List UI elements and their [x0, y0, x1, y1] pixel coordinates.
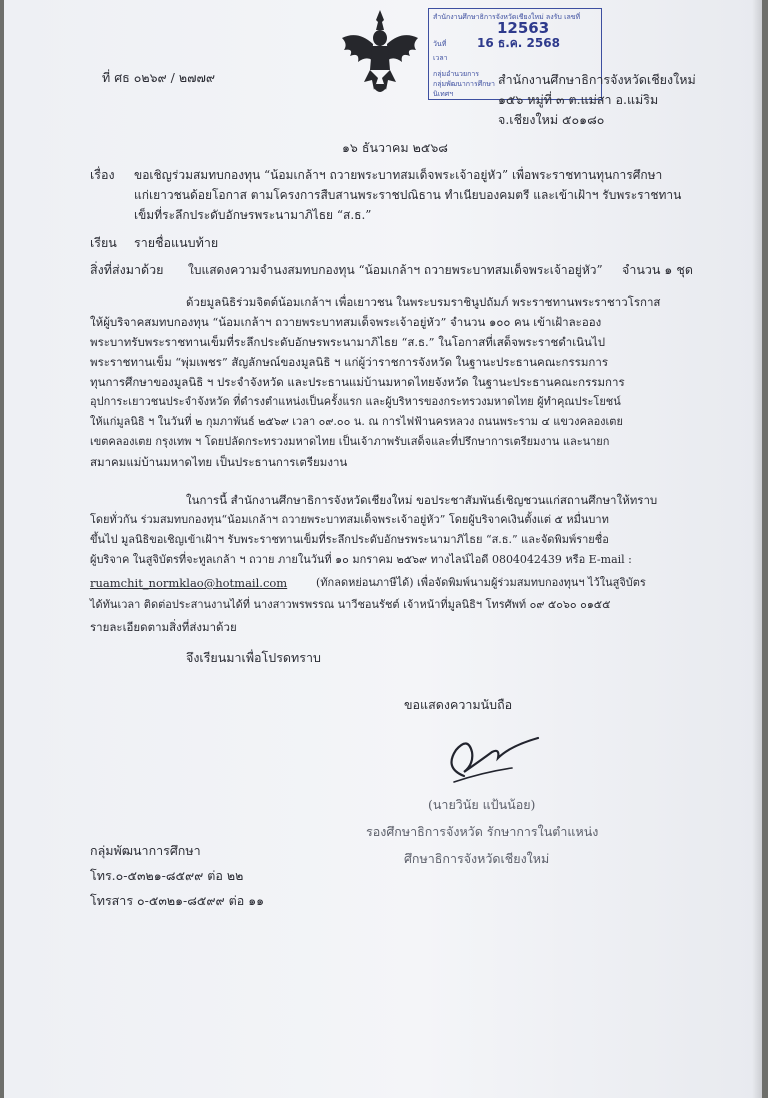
enclosure-quantity: จำนวน ๑ ชุด — [622, 262, 693, 277]
department: กลุ่มพัฒนาการศึกษา — [90, 843, 201, 858]
para2-line: ได้ทันเวลา ติดต่อประสานงานได้ที่ นางสาวพรพรรณ นาวีชอนรัชต์ เจ้าหน้าที่มูลนิธิฯ โทรศัพท์ ๐๙ ๕๐๖๐ ๐๑๕๕ — [90, 598, 611, 611]
para1-line: ด้วยมูลนิธิร่วมจิตต์น้อมเกล้าฯ เพื่อเยาวชน ในพระบรมราชินูปถัมภ์ พระราชทานพระราชาวโรกาส — [186, 295, 661, 309]
signature-image — [434, 728, 554, 788]
telephone: โทร.๐-๕๓๒๑-๘๕๙๙ ต่อ ๒๒ — [90, 868, 244, 883]
enclosure-label: สิ่งที่ส่งมาด้วย — [90, 262, 164, 277]
fax: โทรสาร ๐-๕๓๒๑-๘๕๙๙ ต่อ ๑๑ — [90, 893, 265, 908]
para1-line: เขตคลองเตย กรุงเทพ ฯ โดยปลัดกระทรวงมหาดไทย เป็นเจ้าภาพรับเสด็จและที่ปรึกษาการเตรียมงาน และนายก — [90, 435, 610, 448]
para2-line: ในการนี้ สำนักงานศึกษาธิการจังหวัดเชียงใหม่ ขอประชาสัมพันธ์เชิญชวนแก่สถานศึกษาให้ทราบ — [186, 493, 658, 507]
para2-line: ขึ้นไป มูลนิธิขอเชิญเข้าเฝ้าฯ รับพระราชทานเข็มที่ระลึกประดับอักษรพระนามาภิไธย “ส.ธ.” และจัดพิมพ์รายชื่อ — [90, 533, 609, 546]
stamp-date: 16 ธ.ค. 2568 — [477, 36, 560, 50]
para1-line: ให้ผู้บริจาคสมทบกองทุน “น้อมเกล้าฯ ถวายพระบาทสมเด็จพระเจ้าอยู่หัว” จำนวน ๑๐๐ คน เข้าเฝ้าละออง — [90, 315, 602, 329]
to-text: รายชื่อแนบท้าย — [134, 235, 219, 250]
para1-line: อุปการะเยาวชนประจำจังหวัด ที่ดำรงตำแหน่งเป็นครั้งแรก และผู้บริหารของกระทรวงมหาดไทย ผู้ทำคุณประโยชน์ — [90, 395, 621, 408]
stamp-row2: กลุ่มพัฒนาการศึกษา — [433, 80, 495, 88]
to-label: เรียน — [90, 235, 117, 250]
signer-position-1: รองศึกษาธิการจังหวัด รักษาการในตำแหน่ง — [366, 824, 599, 839]
subject-label: เรื่อง — [90, 167, 115, 182]
stamp-row1: กลุ่มอำนวยการ — [433, 70, 480, 78]
para1-line: พระราชทานเข็ม “พุ่มเพชร” สัญลักษณ์ของมูลนิธิ ฯ แก่ผู้ว่าราชการจังหวัด ในฐานะประธานคณะกรรมการ — [90, 355, 609, 369]
para2-line: ผู้บริจาค ในสูจิบัตรที่จะทูลเกล้า ฯ ถวาย ภายในวันที่ ๑๐ มกราคม ๒๕๖๙ ทางไลน์ไอดี 0804042439 หรือ E-mail : — [90, 553, 632, 566]
para1-line: ให้แก่มูลนิธิ ฯ ในวันที่ ๒ กุมภาพันธ์ ๒๕๖๙ เวลา ๐๙.๐๐ น. ณ การไฟฟ้านครหลวง ถนนพระราม ๔ แขวงคลองเตย — [90, 415, 623, 428]
stamp-header: สำนักงานศึกษาธิการจังหวัดเชียงใหม่ ลงรับ เลขที่ — [433, 13, 581, 21]
regards: ขอแสดงความนับถือ — [404, 697, 513, 712]
para2-line: (ทักลดหย่อนภาษีได้) เพื่อจัดพิมพ์นามผู้ร่วมสมทบกองทุนฯ ไว้ในสูจิบัตร — [316, 576, 646, 589]
page-edge-shadow — [752, 0, 762, 1098]
para1-line: สมาคมแม่บ้านมหาดไทย เป็นประธานการเตรียมงาน — [90, 455, 348, 469]
enclosure-text: ใบแสดงความจำนงสมทบกองทุน “น้อมเกล้าฯ ถวายพระบาทสมเด็จพระเจ้าอยู่หัว” — [188, 263, 603, 277]
para2-line: โดยทั่วกัน ร่วมสมทบกองทุน“น้อมเกล้าฯ ถวายพระบาทสมเด็จพระเจ้าอยู่หัว” โดยผู้บริจาคเงินตั้งแต่ ๕ หมื่นบาท — [90, 513, 609, 526]
stamp-time-label: เวลา — [433, 54, 448, 62]
stamp-row3: นิเทศฯ — [433, 90, 454, 98]
stamp-number: 12563 — [497, 19, 550, 37]
para1-line: ทุนการศึกษาของมูลนิธิ ฯ ประจำจังหวัด และประธานแม่บ้านมหาดไทยจังหวัด ในฐานะประธานคณะกรรมการ — [90, 375, 625, 389]
subject-line-3: เข็มที่ระลึกประดับอักษรพระนามาภิไธย “ส.ธ.” — [134, 208, 372, 222]
closing-line: จึงเรียนมาเพื่อโปรดทราบ — [186, 650, 321, 665]
sender-address-1: ๑๕๖ หมู่ที่ ๓ ต.แม่สา อ.แม่ริม — [498, 92, 659, 107]
sender-office: สำนักงานศึกษาธิการจังหวัดเชียงใหม่ — [498, 72, 696, 87]
reference-number: ที่ ศธ ๐๒๖๙ / ๒๗๗๙ — [102, 70, 216, 85]
sender-address-2: จ.เชียงใหม่ ๕๐๑๘๐ — [498, 112, 605, 127]
subject-line-2: แก่เยาวชนด้อยโอกาส ตามโครงการสืบสานพระราชปณิธาน ทำเนียบองคมตรี และเข้าเฝ้าฯ รับพระราชทาน — [134, 188, 682, 202]
signer-name: (นายวินัย แป้นน้อย) — [428, 797, 536, 812]
signer-position-2: ศึกษาธิการจังหวัดเชียงใหม่ — [404, 851, 550, 866]
letter-date: ๑๖ ธันวาคม ๒๕๖๘ — [342, 140, 448, 155]
stamp-date-label: วันที่ — [433, 40, 447, 48]
para2-line: รายละเอียดตามสิ่งที่ส่งมาด้วย — [90, 620, 237, 634]
email-link[interactable]: ruamchit_normklao@hotmail.com — [90, 576, 288, 590]
subject-line-1: ขอเชิญร่วมสมทบกองทุน “น้อมเกล้าฯ ถวายพระบาทสมเด็จพระเจ้าอยู่หัว” เพื่อพระราชทานทุนการศึกษา — [134, 168, 663, 182]
garuda-emblem-icon — [338, 8, 422, 96]
letter-page — [4, 0, 762, 1098]
para1-line: พระบาทรับพระราชทานเข็มที่ระลึกประดับอักษรพระนามาภิไธย “ส.ธ.” ในโอกาสที่เสด็จพระราชดำเนินไป — [90, 335, 605, 349]
